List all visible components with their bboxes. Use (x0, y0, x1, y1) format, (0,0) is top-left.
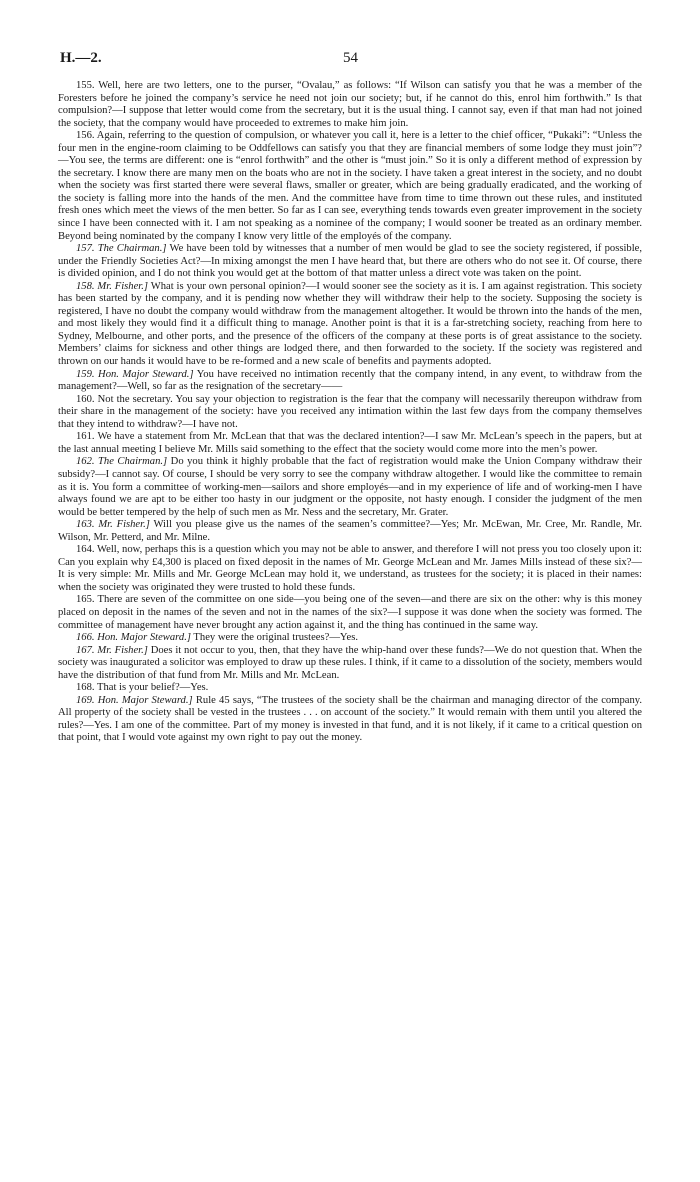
paragraph-156: 156. Again, referring to the question of compulsion, or whatever you call it, here is a letter to the chief officer, “Pukaki”: “Unless the four men in the engine-room claiming to be Oddfellows can satisfy you that they are financial members of some lodge they must join”?—You see, the terms are different: one is “enrol forthwith” and the other is “must join.” So it is only a different method of expression by the secretary. I know there are many men on the boats who are not in the society. I have taken a great interest in the society, and no doubt when the society was first started there were several flaws, smaller or greater, which are being gradually eradicated, and the working of the society is falling more into the hands of the men. And the committee have from time to time thrown out these rules, and instituted fresh ones which meet the views of the men better. So far as I can see, everything tends towards even greater improvement in the society since I have been connected with it. I am not speaking as a nominee of the company; I would sooner be treated as an ordinary member. Beyond being nominated by the company I know very little of the employés of the company. (58, 130, 642, 242)
paragraph-163: 163. Mr. Fisher.] Will you please give us the names of the seamen’s committee?—Yes; Mr. McEwan, Mr. Cree, Mr. Randle, Mr. Wilson, Mr. Petterd, and Mr. Milne. (58, 519, 643, 543)
paragraph-168: 168. That is your belief?—Yes. (76, 682, 209, 694)
paragraph-162: 162. The Chairman.] Do you think it highly probable that the fact of registration would make the Union Company withdraw their subsidy?—I cannot say. Of course, I should be very sorry to see the company withdraw altogether. I would like the committee to remain as it is. You form a committee of working-men—sailors and shore employés—and in my experience of life and of working-men I have always found we are apt to be either too hasty in our judgment or the opposite, not hasty enough. I consider the judgment of the men would be better tempered by the help of such men as Mr. Ness and the secretary, Mr. Grater. (58, 456, 642, 518)
paragraph-158: 158. Mr. Fisher.] What is your own personal opinion?—I would sooner see the society as it is. I am against registration. This society has been started by the company, and it is pending now whether they will withdraw their help to the society. Supposing the society is registered, I have no doubt the company would withdraw from the management altogether. It would be thrown into the hands of the men, and most likely they would find it a difficult thing to manage. Another point is that it is a far-stretching society, reaching from here to Sydney, Melbourne, and other ports, and the presence of the officers of the company at these ports is of great assistance to the society. Members’ claims for sickness and other things are lodged there, and then forwarded to the society. If the society was registered and thrown on our hands it would have to be re-formed and a new scale of benefits and payments adopted. (58, 280, 642, 368)
paragraph-157: 157. The Chairman.] We have been told by witnesses that a number of men would be glad to see the society registered, if possible, under the Friendly Societies Act?—In mixing amongst the men I have heard that, but there are others who do not see it. Of course, there is divided opinion, and I do not think you would get at the bottom of that matter unless a direct vote was taken on the point. (58, 243, 642, 280)
document-reference: H.—2. (60, 50, 102, 66)
paragraph-161: 161. We have a statement from Mr. McLean that that was the declared intention?—I saw Mr. McLean’s speech in the papers, but at the last annual meeting I believe Mr. Mills said something to the effect that the society would come more into the men’s power. (58, 431, 642, 455)
document-body (58, 80, 642, 745)
paragraph-159: 159. Hon. Major Steward.] You have received no intimation recently that the company intend, in any event, to withdraw from the management?—Well, so far as the resignation of the secretary—— (58, 368, 642, 393)
paragraph-155: 155. Well, here are two letters, one to the purser, “Ovalau,” as follows: “If Wilson can satisfy you that he was a member of the Foresters before he joined the company’s service he need not join our society; but, if he cannot do this, enrol him forthwith.” Is that compulsion?—I suppose that letter would come from the secretary, but it is the usual thing. I cannot say, even if that man had not joined the society, that the company would have proceeded to extremes to make him join. (58, 80, 642, 129)
paragraph-165: 165. There are seven of the committee on one side—you being one of the seven—and there are six on the other: why is this money placed on deposit in the names of the seven and not in the names of the six?—I suppose it was done when the society was formed. The committee of management have never brought any action against it, and the thing has continued in the same way. (58, 594, 642, 631)
paragraph-164: 164. Well, now, perhaps this is a question which you may not be able to answer, and therefore I will not press you too closely upon it: Can you explain why £4,300 is placed on fixed deposit in the names of Mr. George McLean and Mr. James Mills instead of these six?—It is very simple: Mr. Mills and Mr. George McLean may hold it, we understand, as trustees for the society; it is placed in their names: when the society was originated they were trusted to hold these funds. (58, 544, 642, 593)
page-number: 54 (343, 50, 358, 66)
paragraph-167: 167. Mr. Fisher.] Does it not occur to you, then, that they have the whip-hand over these funds?—We do not question that. When the society was inaugurated a solicitor was employed to draw up these rules. I think, if it came to a dissolution of the society, members would have the distribution of that fund from Mr. Mills and Mr. McLean. (58, 644, 643, 681)
paragraph-169: 169. Hon. Major Steward.] Rule 45 says, “The trustees of the society shall be the chairman and managing director of the company. All property of the society shall be vested in the trustees . . . on account of the society.” It would remain with them until you altered the rules?—Yes. I am one of the committee. Part of my money is invested in that fund, and it is not likely, if it came to a critical question on that point, that I would vote against my own right to pay out the money. (58, 694, 642, 744)
paragraph-160: 160. Not the secretary. You say your objection to registration is the fear that the company will necessarily thereupon withdraw from their share in the management of the society: have you received any intimation within the last few days from the company themselves that they intend to withdraw?—I have not. (58, 393, 642, 430)
paragraph-166: 166. Hon. Major Steward.] They were the original trustees?—Yes. (76, 632, 358, 644)
